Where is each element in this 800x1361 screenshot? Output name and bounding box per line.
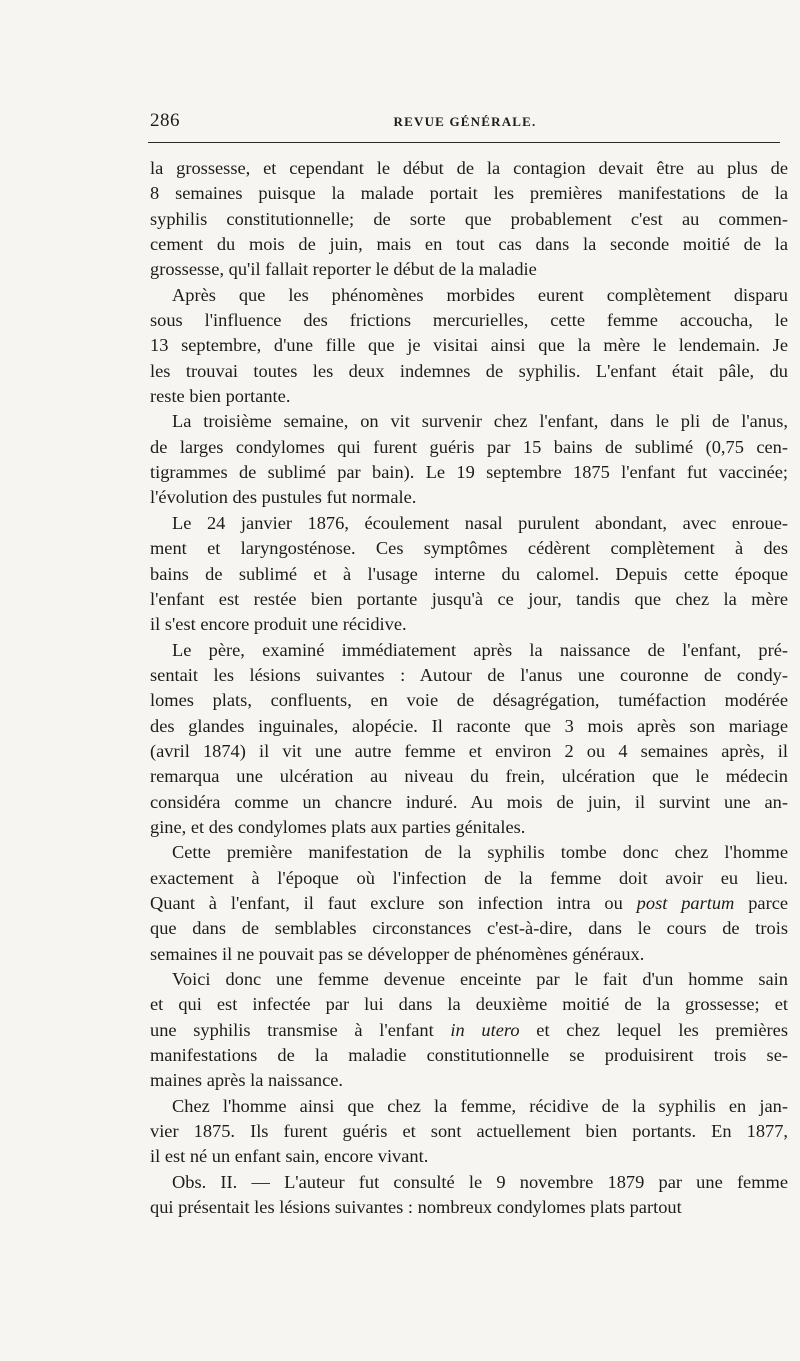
- text-line: ment et laryngosténose. Ces symptômes cédèrent complètement à des: [150, 538, 788, 559]
- text-line: Quant à l'enfant, il faut exclure son infection intra ou post partum parce: [150, 892, 789, 913]
- text-line: syphilis constitutionnelle; de sorte que probablement c'est au commen-: [150, 208, 788, 229]
- text-line: la grossesse, et cependant le début de la contagion devait être au plus de: [150, 158, 788, 178]
- text-line: qui présentait les lésions suivantes : nombreux condylomes plats partout: [150, 1197, 682, 1218]
- text-line: considéra comme un chancre induré. Au mois de juin, il survint une an-: [150, 791, 788, 812]
- text-line: semaines il ne pouvait pas se développer de phénomènes généraux.: [150, 943, 645, 964]
- body-text: [150, 156, 788, 1220]
- text-line: sentait les lésions suivantes : Autour de l'anus une couronne de condy-: [150, 664, 788, 685]
- text-line: lomes plats, confluents, en voie de désagrégation, tuméfaction modérée: [150, 690, 788, 711]
- paragraph: [150, 409, 788, 510]
- text-line: Le 24 janvier 1876, écoulement nasal purulent abondant, avec enroue-: [172, 512, 788, 533]
- text-line: La troisième semaine, on vit survenir chez l'enfant, dans le pli de l'anus,: [172, 411, 788, 432]
- text-line: les trouvai toutes les deux indemnes de syphilis. L'enfant était pâle, du: [150, 360, 788, 381]
- text-line: gine, et des condylomes plats aux parties génitales.: [150, 816, 526, 837]
- text-line: 8 semaines puisque la malade portait les premières manifestations de la: [150, 183, 788, 204]
- text-line: que dans de semblables circonstances c'est-à-dire, dans le cours de trois: [150, 918, 788, 939]
- text-line: Le père, examiné immédiatement après la naissance de l'enfant, pré-: [172, 639, 788, 660]
- paragraph: [150, 1170, 788, 1221]
- text-line: Voici donc une femme devenue enceinte par le fait d'un homme sain: [172, 969, 788, 989]
- paragraph: [150, 967, 788, 1094]
- text-line: de larges condylomes qui furent guéris par 15 bains de sublimé (0,75 cen-: [150, 436, 788, 457]
- text-line: il s'est encore produit une récidive.: [150, 614, 407, 635]
- text-line: des glandes inguinales, alopécie. Il raconte que 3 mois après son mariage: [150, 715, 788, 736]
- text-line: et qui est infectée par lui dans la deuxième moitié de la grossesse; et: [150, 994, 788, 1015]
- text-line: Chez l'homme ainsi que chez la femme, récidive de la syphilis en jan-: [172, 1095, 788, 1116]
- paragraph: [150, 1094, 788, 1170]
- text-line: Obs. II. — L'auteur fut consulté le 9 novembre 1879 par une femme: [172, 1171, 788, 1192]
- text-line: remarqua une ulcération au niveau du frein, ulcération que le médecin: [150, 766, 788, 787]
- text-line: 13 septembre, d'une fille que je visitai ainsi que la mère le lendemain. Je: [150, 335, 788, 356]
- paragraph: [150, 638, 788, 841]
- text-line: Cette première manifestation de la syphilis tombe donc chez l'homme: [172, 842, 788, 863]
- running-title: REVUE GÉNÉRALE.: [393, 114, 537, 129]
- text-line: (avril 1874) il vit une autre femme et environ 2 ou 4 semaines après, il: [150, 740, 788, 761]
- text-line: maines après la naissance.: [150, 1070, 344, 1091]
- text-line: sous l'influence des frictions mercurielles, cette femme accoucha, le: [150, 310, 788, 331]
- text-line: grossesse, qu'il fallait reporter le début de la maladie: [150, 259, 537, 280]
- header-rule: [148, 142, 780, 143]
- paragraph: [150, 283, 788, 410]
- text-line: cement du mois de juin, mais en tout cas dans la seconde moitié de la: [150, 234, 788, 255]
- page-number: 286: [150, 110, 180, 131]
- text-line: Après que les phénomènes morbides eurent complètement disparu: [172, 284, 788, 305]
- page-header: [150, 110, 780, 132]
- paragraph: [150, 840, 788, 967]
- text-line: bains de sublimé et à l'usage interne du calomel. Depuis cette époque: [150, 563, 788, 584]
- text-line: l'évolution des pustules fut normale.: [150, 487, 417, 508]
- text-line: tigrammes de sublimé par bain). Le 19 septembre 1875 l'enfant fut vaccinée;: [150, 462, 788, 483]
- text-line: exactement à l'époque où l'infection de la femme doit avoir eu lieu.: [150, 867, 788, 888]
- paragraph: [150, 156, 788, 283]
- text-line: manifestations de la maladie constitutionnelle se produisirent trois se-: [150, 1045, 788, 1066]
- text-line: vier 1875. Ils furent guéris et sont actuellement bien portants. En 1877,: [150, 1121, 788, 1142]
- text-line: l'enfant est restée bien portante jusqu'à ce jour, tandis que chez la mère: [150, 588, 788, 609]
- text-line: reste bien portante.: [150, 386, 291, 407]
- text-line: une syphilis transmise à l'enfant in utero et chez lequel les premières: [150, 1019, 788, 1040]
- paragraph: [150, 511, 788, 638]
- text-line: il est né un enfant sain, encore vivant.: [150, 1146, 429, 1167]
